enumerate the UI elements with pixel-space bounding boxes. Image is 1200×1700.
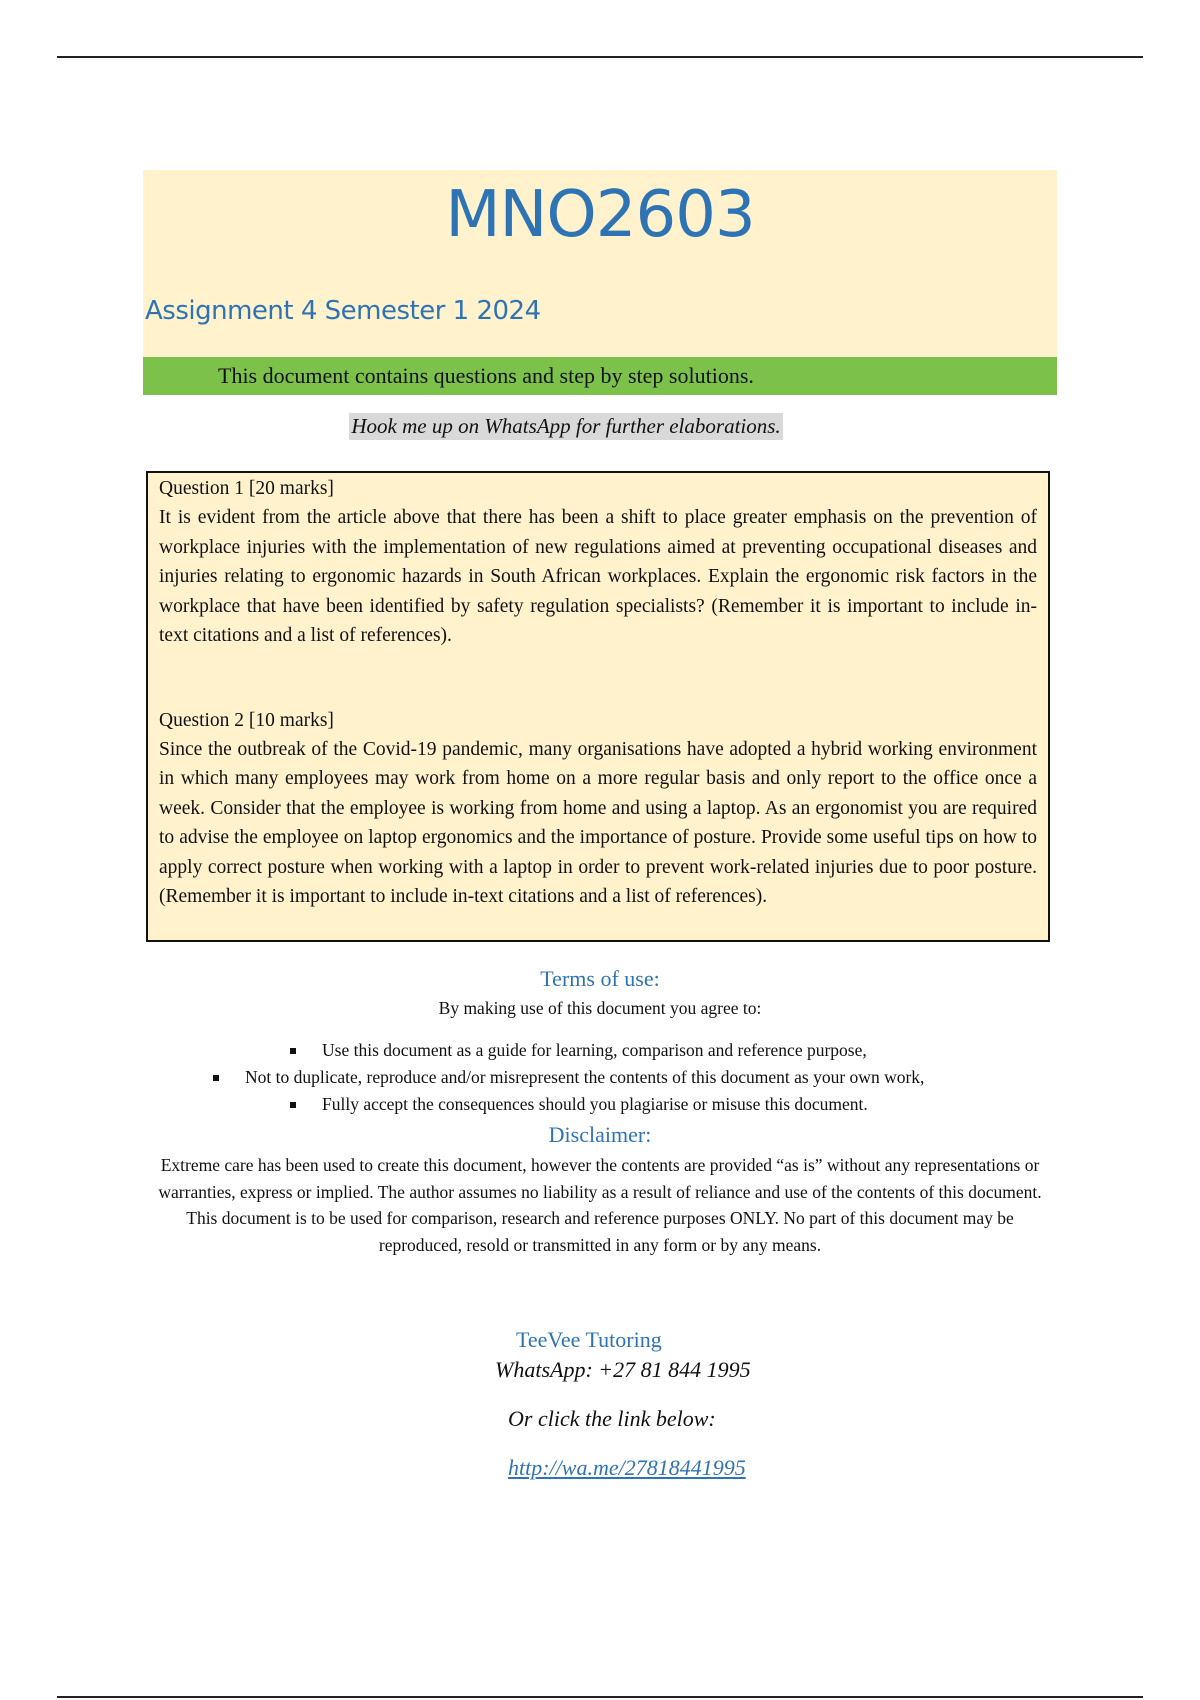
question-1-heading: Question 1 [20 marks] [159, 478, 334, 499]
terms-item [322, 1040, 867, 1061]
questions-box [146, 471, 1050, 942]
terms-item [322, 1094, 868, 1115]
bullet-icon [290, 1048, 296, 1054]
terms-intro: By making use of this document you agree to: [438, 998, 762, 1018]
terms-item-text: Not to duplicate, reproduce and/or misrepresent the contents of this document as your own work, [245, 1067, 925, 1087]
terms-item-text: Use this document as a guide for learning, comparison and reference purpose, [322, 1040, 867, 1060]
whatsapp-hook-text: Hook me up on WhatsApp for further elaborations. [351, 414, 781, 438]
disclaimer-text: Extreme care has been used to create this document, however the contents are provided “as is” without any representations or warranties, express or implied. The author assumes no liability as a result of reliance and use of the contents of this document. This document is to be used for comparison, research and reference purposes ONLY. No part of this document may be reproduced, resold or transmitted in any form or by any means. [158, 1155, 1042, 1255]
course-code-title: MNO2603 [445, 178, 755, 252]
disclaimer-heading: Disclaimer: [548, 1122, 652, 1147]
banner-bar [143, 357, 1057, 395]
whatsapp-hook-line [0, 413, 1200, 440]
whatsapp-link[interactable]: http://wa.me/27818441995 [508, 1455, 746, 1480]
whatsapp-number: WhatsApp: +27 81 844 1995 [495, 1357, 751, 1382]
tutor-name: TeeVee Tutoring [516, 1327, 662, 1352]
top-rule [57, 56, 1143, 58]
bottom-rule [57, 1696, 1143, 1698]
title-block [143, 170, 1057, 357]
question-1-body: It is evident from the article above that there has been a shift to place greater emphasis on the prevention of workplace injuries with the implementation of new regulations aimed at preventing occupational diseases and injuries relating to ergonomic hazards in South African workplaces. Explain the ergonomic risk factors in the workplace that have been identified by safety regulation specialists? (Remember it is important to include in-text citations and a list of references). [159, 507, 1037, 646]
terms-item [245, 1067, 924, 1088]
question-2-heading: Question 2 [10 marks] [159, 709, 334, 731]
terms-item-text: Fully accept the consequences should you plagiarise or misuse this document. [322, 1094, 868, 1114]
terms-heading: Terms of use: [540, 966, 660, 991]
assignment-subtitle: Assignment 4 Semester 1 2024 [145, 296, 541, 326]
click-prompt: Or click the link below: [508, 1406, 716, 1431]
question-2-body: Since the outbreak of the Covid-19 pandemic, many organisations have adopted a hybrid working environment in which many employees may work from home on a more regular basis and only report to the office once a week. Consider that the employee is working from home and using a laptop. As an ergonomist you are required to advise the employee on laptop ergonomics and the importance of posture. Provide some useful tips on how to apply correct posture when working with a laptop in order to prevent work-related injuries due to poor posture. (Remember it is important to include in-text citations and a list of references). [159, 738, 1037, 907]
bullet-icon [290, 1102, 296, 1108]
banner-text: This document contains questions and step by step solutions. [218, 363, 754, 388]
bullet-icon [213, 1075, 219, 1081]
